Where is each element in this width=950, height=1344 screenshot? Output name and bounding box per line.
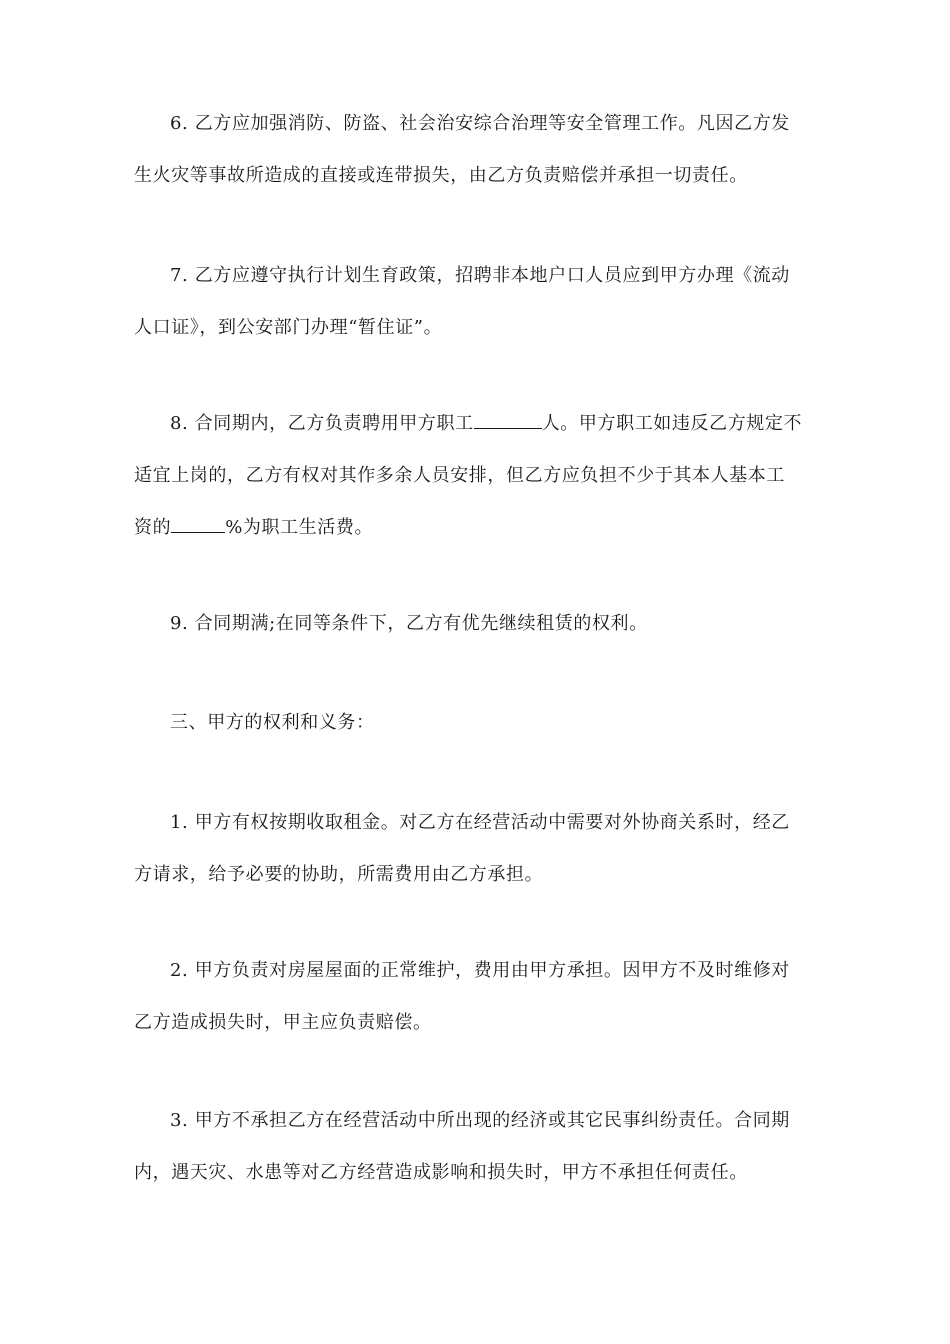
clause-6-line-2: 生火灾等事故所造成的直接或连带损失，由乙方负责赔偿并承担一切责任。 bbox=[134, 165, 748, 186]
item-2-line-1: 2. 甲方负责对房屋屋面的正常维护，费用由甲方承担。因甲方不及时维修对 bbox=[170, 960, 790, 981]
clause-7-line-1: 7. 乙方应遵守执行计划生育政策，招聘非本地户口人员应到甲方办理《流动 bbox=[170, 265, 790, 286]
clause-9-line-1: 9. 合同期满;在同等条件下，乙方有优先继续租赁的权利。 bbox=[170, 613, 648, 634]
clause-8-line-1 bbox=[134, 398, 824, 450]
clause-6 bbox=[134, 98, 824, 202]
employee-count-blank[interactable] bbox=[474, 414, 542, 429]
percentage-blank[interactable] bbox=[171, 518, 225, 533]
clause-9 bbox=[134, 598, 824, 650]
item-2-line-2: 乙方造成损失时，甲主应负责赔偿。 bbox=[134, 1012, 432, 1033]
section-3-heading bbox=[134, 697, 824, 749]
section-heading: 三、甲方的权利和义务： bbox=[170, 712, 375, 733]
clause-8-line-3 bbox=[134, 502, 824, 554]
section-3-item-1 bbox=[134, 797, 824, 901]
clause-8-text-d: %为职工生活费。 bbox=[225, 517, 374, 538]
clause-6-line-1: 6. 乙方应加强消防、防盗、社会治安综合治理等安全管理工作。凡因乙方发 bbox=[170, 113, 790, 134]
clause-7-line-2: 人口证》，到公安部门办理“暂住证”。 bbox=[134, 317, 443, 338]
clause-8-line-2: 适宜上岗的，乙方有权对其作多余人员安排，但乙方应负担不少于其本人基本工 bbox=[134, 465, 785, 486]
clause-8-text-b: 人。甲方职工如违反乙方规定不 bbox=[541, 413, 803, 434]
clause-8 bbox=[134, 398, 824, 554]
clause-8-text-c: 资的 bbox=[134, 517, 172, 538]
item-3-line-1: 3. 甲方不承担乙方在经营活动中所出现的经济或其它民事纠纷责任。合同期 bbox=[170, 1110, 790, 1131]
item-3-line-2: 内，遇天灾、水患等对乙方经营造成影响和损失时，甲方不承担任何责任。 bbox=[134, 1162, 748, 1183]
item-1-line-2: 方请求，给予必要的协助，所需费用由乙方承担。 bbox=[134, 864, 544, 885]
section-3-item-2 bbox=[134, 945, 824, 1049]
clause-8-text-a: 8. 合同期内，乙方负责聘用甲方职工 bbox=[170, 413, 474, 434]
section-3-item-3 bbox=[134, 1095, 824, 1199]
item-1-line-1: 1. 甲方有权按期收取租金。对乙方在经营活动中需要对外协商关系时，经乙 bbox=[170, 812, 790, 833]
clause-7 bbox=[134, 250, 824, 354]
